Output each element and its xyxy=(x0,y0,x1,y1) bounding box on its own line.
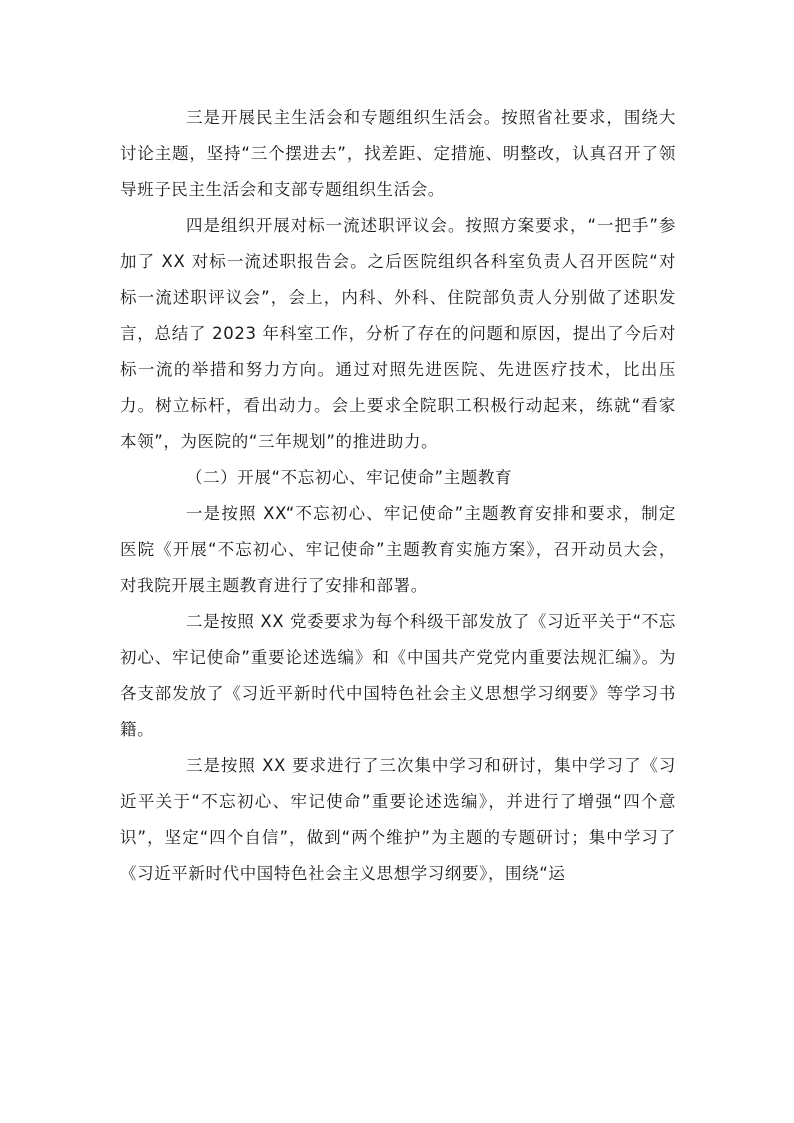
document-body xyxy=(120,100,676,892)
paragraph-democratic-life-meeting: 三是开展民主生活会和专题组织生活会。按照省社要求，围绕大讨论主题，坚持“三个摆进去”，找差距、定措施、明整改，认真召开了领导班子民主生活会和支部专题组织生活会。 xyxy=(120,108,676,199)
section-heading-theme-education: （二）开展“不忘初心、牢记使命”主题教育 xyxy=(186,468,513,487)
paragraph-book-distribution: 二是按照 XX 党委要求为每个科级干部发放了《习近平关于“不忘初心、牢记使命”重要论述选编》和《中国共产党党内重要法规汇编》。为各支部发放了《习近平新时代中国特色社会主义思想学习纲要》等学习书籍。 xyxy=(120,612,676,739)
paragraph-benchmark-review-meeting: 四是组织开展对标一流述职评议会。按照方案要求，“一把手”参加了 XX 对标一流述职报告会。之后医院组织各科室负责人召开医院“对标一流述职评议会”，会上，内科、外科、住院部负责人分别做了述职发言，总结了 2023 年科室工作，分析了存在的问题和原因，提出了今后对标一流的举措和努力方向。通过对照先进医院、先进医疗技术，比出压力。树立标杆，看出动力。会上要求全院职工积极行动起来，练就“看家本领”，为医院的“三年规划”的推进助力。 xyxy=(120,216,676,451)
paragraph-education-plan: 一是按照 XX“不忘初心、牢记使命”主题教育安排和要求，制定医院《开展“不忘初心、牢记使命”主题教育实施方案》，召开动员大会，对我院开展主题教育进行了安排和部署。 xyxy=(120,504,676,595)
paragraph-collective-study: 三是按照 XX 要求进行了三次集中学习和研讨，集中学习了《习近平关于“不忘初心、牢记使命”重要论述选编》，并进行了增强“四个意识”，坚定“四个自信”，做到“两个维护”为主题的专题研讨；集中学习了《习近平新时代中国特色社会主义思想学习纲要》，围绕“运 xyxy=(120,756,676,883)
